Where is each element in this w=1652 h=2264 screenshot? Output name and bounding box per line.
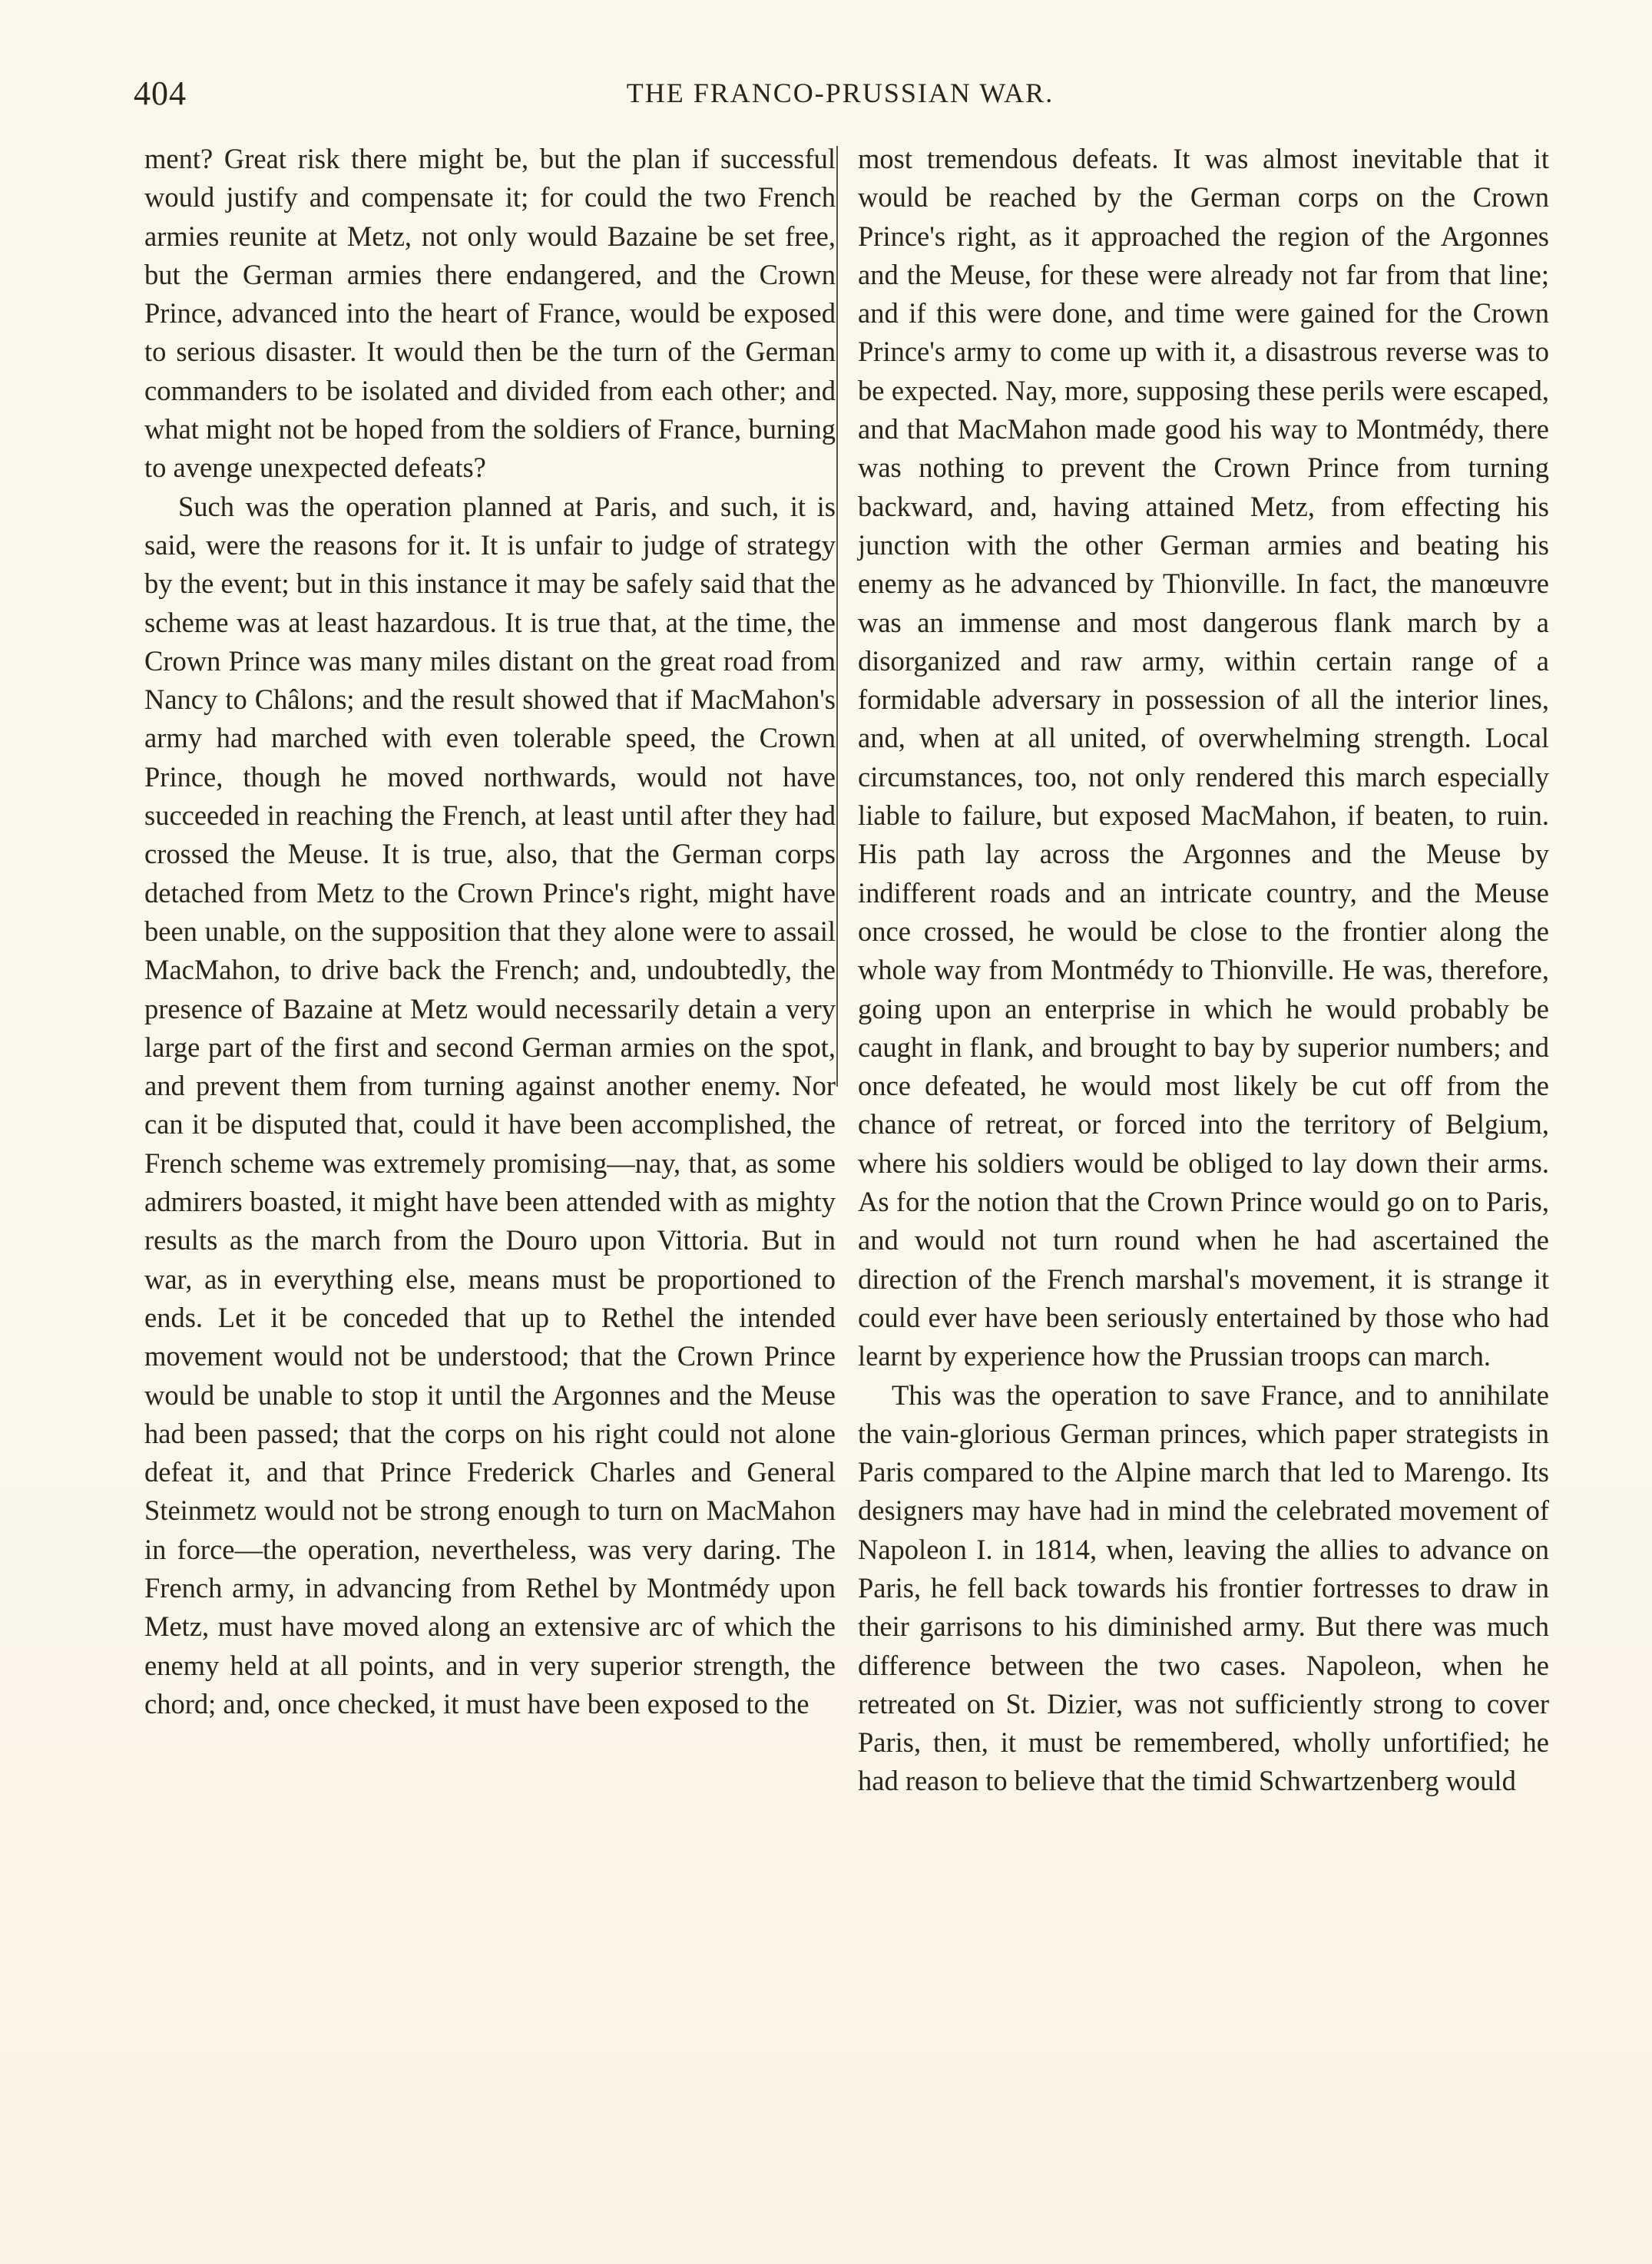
right-paragraph-2: This was the operation to save France, and to annihilate the vain-glorious German princes, which paper strategists in Paris compared to the Alpine march that led to Marengo. Its designers may have had in mind the celebrated movement of Napoleon I. in 1814, when, leaving the allies to advance on Paris, he fell back towards his frontier fortresses to draw in their garrisons to his diminished army. But there was much difference between the two cases. Napoleon, when he retreated on St. Dizier, was not sufficiently strong to cover Paris, then, it must be remembered, wholly unfortified; he had reason to believe that the timid Schwartzenberg would — [858, 1379, 1549, 1797]
page-header — [134, 74, 1547, 127]
left-column — [144, 140, 836, 1723]
running-head: THE FRANCO-PRUSSIAN WAR. — [626, 78, 1054, 108]
right-paragraph-1: most tremendous defeats. It was almost inevitable that it would be reached by the German corps on the Crown Prince's right, as it approached the region of the Argonnes and the Meuse, for these were already not far from that line; and if this were done, and time were gained for the Crown Prince's army to come up with it, a disastrous reverse was to be expected. Nay, more, supposing these perils were escaped, and that MacMahon made good his way to Montmédy, there was nothing to prevent the Crown Prince from turning backward, and, having attained Metz, from effecting his junction with the other German armies and beating his enemy as he advanced by Thionville. In fact, the manœuvre was an immense and most dangerous flank march by a disorganized and raw army, within certain range of a formidable adversary in possession of all the interior lines, and, when at all united, of overwhelming strength. Local circumstances, too, not only rendered this march especially liable to failure, but exposed MacMahon, if beaten, to ruin. His path lay across the Argonnes and the Meuse by indifferent roads and an intricate country, and the Meuse once crossed, he would be close to the frontier along the whole way from Montmédy to Thionville. He was, therefore, going upon an enterprise in which he would probably be caught in flank, and brought to bay by superior numbers; and once defeated, he would most likely be cut off from the chance of retreat, or forced into the territory of Belgium, where his soldiers would be obliged to lay down their arms. As for the notion that the Crown Prince would go on to Paris, and would not turn round when he had ascertained the direction of the French marshal's movement, it is strange it could ever have been seriously entertained by those who had learnt by experience how the Prussian troops can march. — [858, 143, 1549, 1372]
left-paragraph-1: ment? Great risk there might be, but the plan if successful would justify and compensate it; for could the two French armies reunite at Metz, not only would Bazaine be set free, but the German armies there endangered, and the Crown Prince, advanced into the heart of France, would be exposed to serious disaster. It would then be the turn of the German commanders to be isolated and divided from each other; and what might not be hoped from the soldiers of France, burning to avenge unexpected defeats? — [144, 143, 836, 484]
right-column — [858, 140, 1549, 1801]
column-divider — [836, 146, 838, 1087]
page-number: 404 — [134, 74, 187, 112]
left-paragraph-2: Such was the operation planned at Paris, and such, it is said, were the reasons for it. It is unfair to judge of strategy by the event; but in this instance it may be safely said that the scheme was at least hazardous. It is true that, at the time, the Crown Prince was many miles distant on the great road from Nancy to Châlons; and the result showed that if MacMahon's army had marched with even tolerable speed, the Crown Prince, though he moved northwards, would not have succeeded in reaching the French, at least until after they had crossed the Meuse. It is true, also, that the German corps detached from Metz to the Crown Prince's right, might have been unable, on the supposition that they alone were to assail MacMahon, to drive back the French; and, undoubtedly, the presence of Bazaine at Metz would necessarily detain a very large part of the first and second German armies on the spot, and prevent them from turning against another enemy. Nor can it be disputed that, could it have been accomplished, the French scheme was extremely promising—nay, that, as some admirers boasted, it might have been attended with as mighty results as the march from the Douro upon Vittoria. But in war, as in everything else, means must be proportioned to ends. Let it be conceded that up to Rethel the intended movement would not be understood; that the Crown Prince would be unable to stop it until the Argonnes and the Meuse had been passed; that the corps on his right could not alone defeat it, and that Prince Frederick Charles and General Steinmetz would not be strong enough to turn on MacMahon in force—the operation, nevertheless, was very daring. The French army, in advancing from Rethel by Montmédy upon Metz, must have moved along an extensive arc of which the enemy held at all points, and in very superior strength, the chord; and, once checked, it must have been exposed to the — [144, 490, 836, 1720]
